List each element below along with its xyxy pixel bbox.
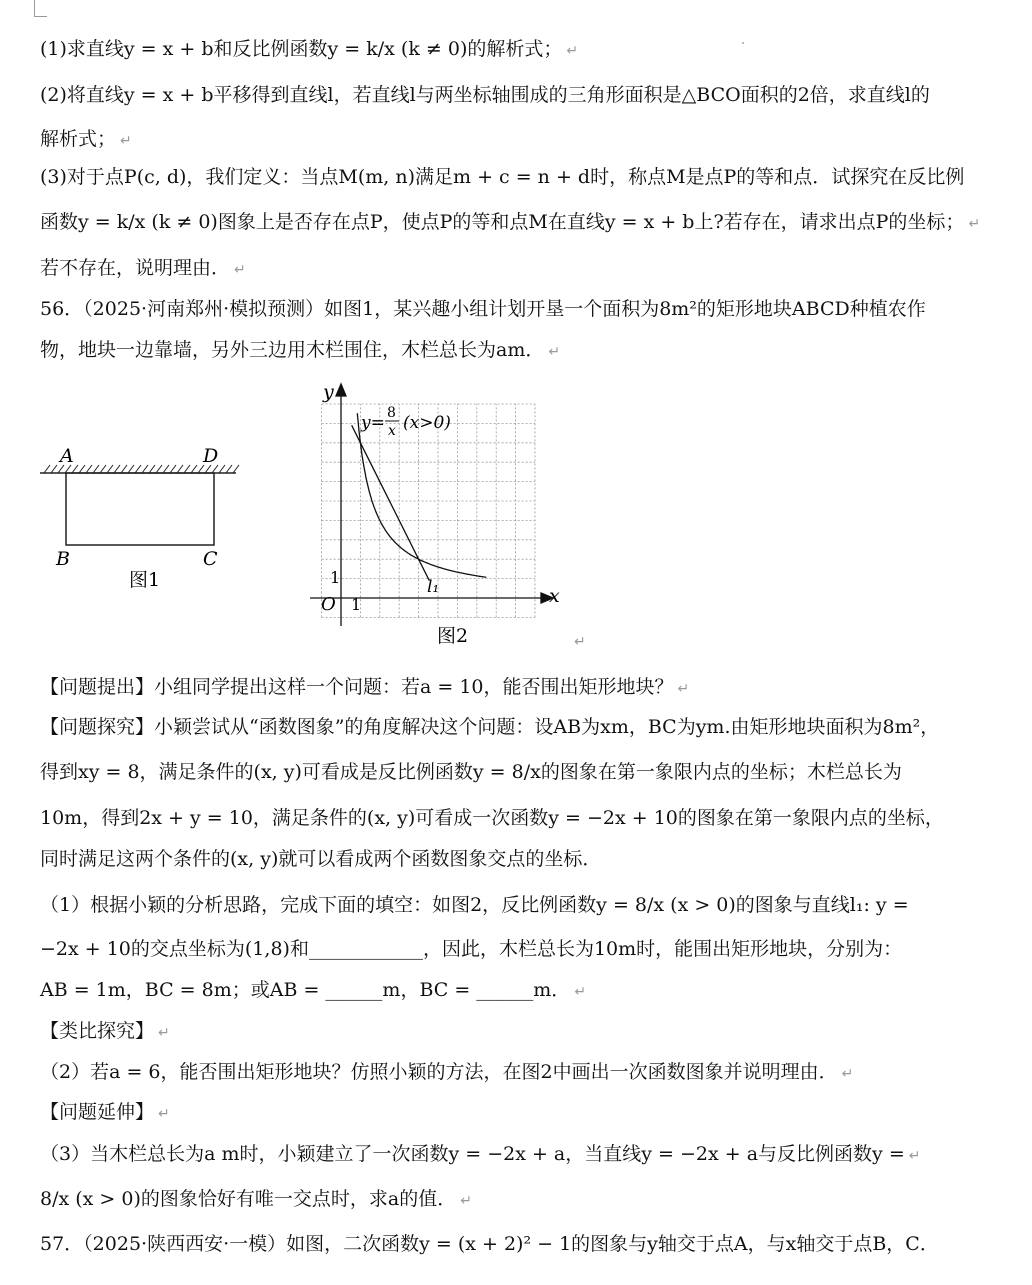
- margin-corner-mark: [34, 0, 47, 17]
- line-l1-label: l₁: [427, 577, 440, 597]
- text-line: [40, 255, 246, 283]
- hyperbola-curve: [357, 413, 486, 577]
- paragraph-mark: ↵: [234, 262, 246, 278]
- line-text: 【问题提出】小组同学提出这样一个问题：若a = 10，能否围出矩形地块？: [40, 676, 674, 698]
- line-text: 8/x (x > 0)的图象恰好有唯一交点时，求a的值．: [40, 1188, 457, 1210]
- x-tick-1: 1: [351, 595, 362, 614]
- line-text: 【类比探究】: [40, 1020, 155, 1042]
- paragraph-mark: ↵: [677, 681, 690, 697]
- rectangle-plot: [66, 473, 214, 545]
- text-line: [40, 674, 689, 702]
- curve-label: [360, 405, 451, 439]
- text-line: [40, 82, 930, 108]
- paragraph-mark: ↵: [968, 216, 981, 232]
- line-text: AB = 1m，BC = 8m；或AB = ______m，BC = ______m．: [40, 979, 571, 1001]
- label-c: C: [203, 548, 218, 570]
- line-text: 57．（2025·陕西西安·一模）如图，二次函数y = (x + 2)² − 1的图象与y轴交于点A，与x轴交于点B，C．: [40, 1233, 939, 1255]
- line-text: 10m，得到2x + y = 10，满足条件的(x, y)可看成一次函数y = −2x + 10的图象在第一象限内点的坐标，: [40, 807, 944, 829]
- paragraph-mark: ↵: [908, 1148, 921, 1164]
- paragraph-mark: ↵: [120, 133, 132, 149]
- label-a: A: [60, 445, 74, 467]
- text-line: [40, 936, 902, 962]
- line-text: 函数y = k/x (k ≠ 0)图象上是否存在点P，使点P的等和点M在直线y = x + b上?若存在，请求出点P的坐标；: [40, 211, 965, 233]
- line-text: 【问题探究】小颖尝试从“函数图象”的角度解决这个问题：设AB为xm，BC为ym.由矩形地块面积为8m²，: [40, 716, 940, 738]
- line-text: （1）根据小颖的分析思路，完成下面的填空：如图2，反比例函数y = 8/x (x > 0)的图象与直线l₁: y =: [40, 894, 909, 916]
- line-text: 解析式；: [40, 128, 117, 150]
- text-line: [40, 1141, 920, 1169]
- line-text: （3）当木栏总长为a m时，小颖建立了一次函数y = −2x + a，当直线y = −2x + a与反比例函数y =: [40, 1143, 905, 1165]
- x-axis-label: x: [549, 585, 560, 607]
- paragraph-mark: ↵: [158, 1025, 170, 1041]
- figure-1: [36, 440, 246, 595]
- text-line: [40, 714, 939, 740]
- y-tick-1: 1: [330, 568, 341, 587]
- speck: [742, 42, 744, 44]
- text-line: [40, 164, 964, 190]
- paragraph-mark: ↵: [574, 984, 587, 1000]
- label-d: D: [203, 445, 219, 467]
- text-line: [40, 846, 601, 872]
- paragraph-mark: ↵: [566, 43, 579, 59]
- origin-label: O: [321, 594, 336, 615]
- y-axis-label: y: [323, 381, 334, 403]
- text-line: [40, 126, 132, 154]
- line-text: (3)对于点P(c, d)，我们定义：当点M(m, n)满足m + c = n + d时，称点M是点P的等和点．试探究在反比例: [40, 166, 965, 188]
- paragraph-mark: ↵: [574, 634, 586, 650]
- paragraph-mark: ↵: [158, 1106, 170, 1122]
- line-text: 56．（2025·河南郑州·模拟预测）如图1，某兴趣小组计划开垦一个面积为8m²的矩形地块ABCD种植农作: [40, 298, 926, 320]
- line-text: 【问题延伸】: [40, 1101, 155, 1123]
- text-line: [40, 36, 578, 64]
- svg-text:y=: y=: [361, 413, 385, 433]
- text-line: [40, 296, 926, 322]
- text-line: [40, 1099, 170, 1127]
- figure-2-caption: 图2: [437, 625, 469, 647]
- paragraph-mark: ↵: [841, 1066, 854, 1082]
- svg-text:(x>0): (x>0): [403, 413, 451, 433]
- line-text: (1)求直线y = x + b和反比例函数y = k/x (k ≠ 0)的解析式；: [40, 38, 563, 60]
- text-line: [40, 1059, 853, 1087]
- text-line: [40, 1018, 170, 1046]
- text-line: [40, 805, 944, 831]
- text-line: [40, 892, 909, 918]
- paragraph-mark: ↵: [548, 344, 561, 360]
- line-text: 得到xy = 8，满足条件的(x, y)可看成是反比例函数y = 8/x的图象在第一象限内点的坐标；木栏总长为: [40, 761, 902, 783]
- line-text: −2x + 10的交点坐标为(1,8)和____________，因此，木栏总长为10m时，能围出矩形地块，分别为：: [40, 938, 903, 960]
- text-line: [40, 977, 586, 1005]
- svg-text:8: 8: [387, 405, 396, 421]
- line-text: （2）若a = 6，能否围出矩形地块？仿照小颖的方法，在图2中画出一次函数图象并说明理由．: [40, 1061, 838, 1083]
- text-line: [40, 1186, 472, 1214]
- figure-1-caption: 图1: [129, 569, 161, 591]
- line-l1: [352, 425, 430, 580]
- svg-text:x: x: [388, 423, 396, 439]
- line-text: 物，地块一边靠墙，另外三边用木栏围住，木栏总长为am．: [40, 339, 545, 361]
- label-b: B: [56, 548, 70, 570]
- text-line: [40, 759, 902, 785]
- text-line: [40, 209, 980, 237]
- line-text: 同时满足这两个条件的(x, y)就可以看成两个函数图象交点的坐标．: [40, 848, 602, 870]
- figure-2: [305, 378, 565, 650]
- paragraph-mark: ↵: [460, 1193, 472, 1209]
- text-line: [40, 1231, 939, 1257]
- line-text: 若不存在，说明理由．: [40, 257, 231, 279]
- text-line: [40, 337, 560, 365]
- line-text: (2)将直线y = x + b平移得到直线l，若直线l与两坐标轴围成的三角形面积是△BCO面积的2倍，求直线l的: [40, 84, 930, 106]
